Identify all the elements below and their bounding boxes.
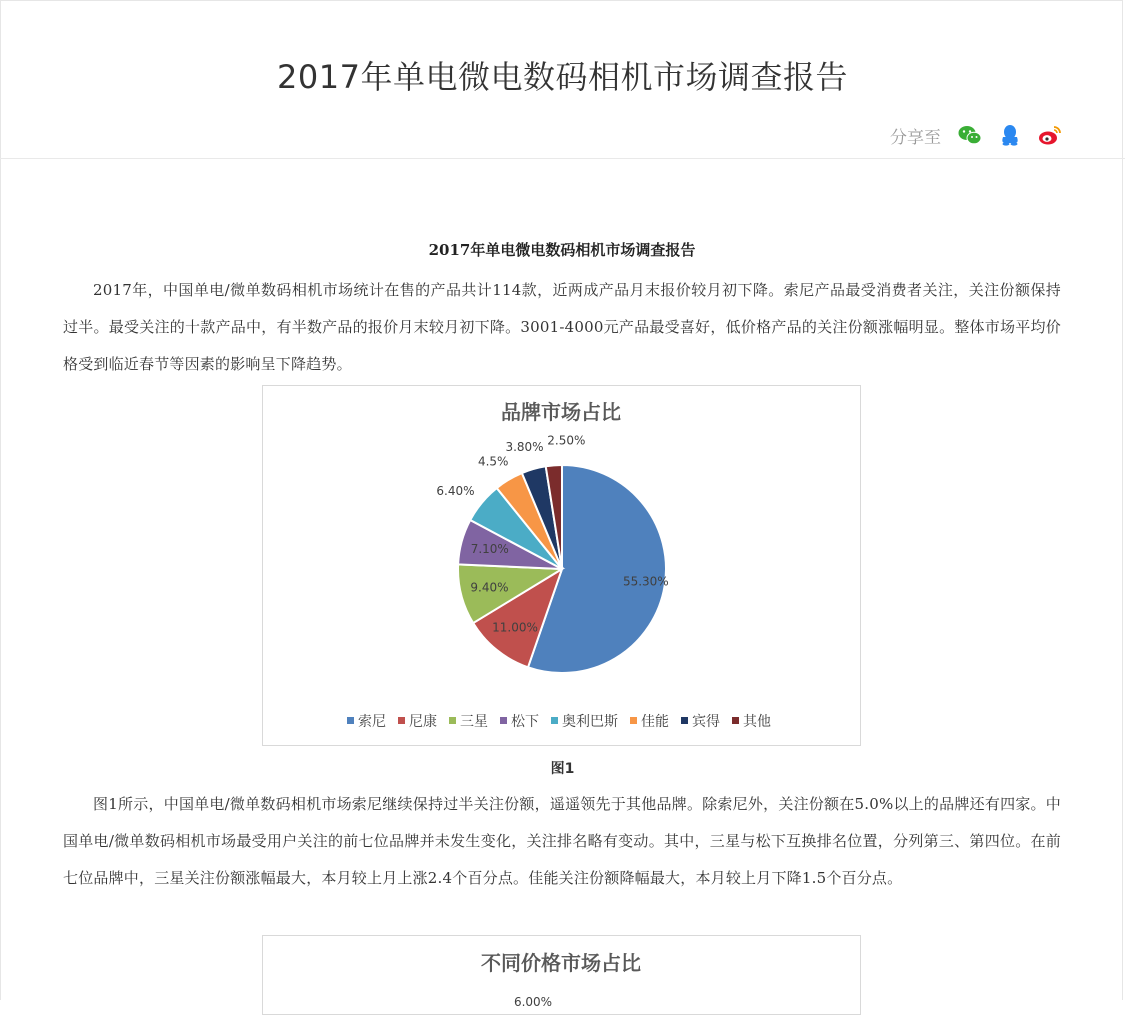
legend-swatch-panasonic xyxy=(500,717,507,724)
legend-swatch-nikon xyxy=(398,717,405,724)
brand-share-pie-chart xyxy=(263,386,860,745)
share-label: 分享至 xyxy=(890,127,941,148)
share-bar xyxy=(890,122,1063,148)
legend-label-panasonic: 松下 xyxy=(511,714,539,730)
legend-swatch-other xyxy=(732,717,739,724)
data-label-pentax: 3.80% xyxy=(505,439,544,454)
chart-title: 品牌市场占比 xyxy=(501,400,621,424)
wechat-icon[interactable] xyxy=(957,122,983,148)
article-paragraph-1: 2017年，中国单电/微单数码相机市场统计在售的产品共计114款，近两成产品月末报价较月初下降。索尼产品最受消费者关注，关注份额保持过半。最受关注的十款产品中，有半数产品的报价月末较月初下降。3001-4000元产品最受喜好，低价格产品的关注份额涨幅明显。整体市场平均价格受到临近春节等因素的影响呈下降趋势。 xyxy=(63,281,1061,373)
legend-swatch-pentax xyxy=(681,717,688,724)
legend-swatch-canon xyxy=(630,717,637,724)
data-label-olympus: 6.40% xyxy=(436,483,475,498)
article-paragraph-2: 图1所示，中国单电/微单数码相机市场索尼继续保持过半关注份额，遥遥领先于其他品牌。除索尼外，关注份额在5.0%以上的品牌还有四家。中国单电/微单数码相机市场最受用户关注的前七位品牌并未发生变化，关注排名略有变动。其中，三星与松下互换排名位置，分列第三、第四位。在前七位品牌中，三星关注份额涨幅最大，本月较上月上涨2.4个百分点。佳能关注份额降幅最大，本月较上月下降1.5个百分点。 xyxy=(63,795,1061,887)
data-label-partial: 6.00% xyxy=(513,995,553,1009)
figure-1-caption: 图1 xyxy=(550,761,575,777)
qq-icon[interactable] xyxy=(997,122,1023,148)
header-divider xyxy=(0,158,1125,159)
data-label-panasonic: 7.10% xyxy=(470,542,509,557)
legend-label-nikon: 尼康 xyxy=(409,714,437,730)
article-body xyxy=(63,240,1061,383)
legend-label-olympus: 奥利巴斯 xyxy=(562,714,618,730)
article-title: 2017年单电微电数码相机市场调查报告 xyxy=(428,241,696,259)
page-title: 2017年单电微电数码相机市场调查报告 xyxy=(277,58,848,96)
data-label-other: 2.50% xyxy=(547,433,586,448)
weibo-icon[interactable] xyxy=(1037,122,1063,148)
legend-label-other: 其他 xyxy=(743,714,771,730)
figure-1-chart xyxy=(262,385,861,746)
legend-swatch-sony xyxy=(347,717,354,724)
data-label-nikon: 11.00% xyxy=(492,620,538,635)
legend-swatch-samsung xyxy=(449,717,456,724)
legend-label-pentax: 宾得 xyxy=(692,714,720,730)
price-share-pie-chart xyxy=(263,936,860,1016)
data-label-samsung: 9.40% xyxy=(470,580,509,595)
legend-swatch-olympus xyxy=(551,717,558,724)
data-label-sony: 55.30% xyxy=(622,574,669,589)
legend-label-canon: 佳能 xyxy=(641,714,669,730)
legend-label-samsung: 三星 xyxy=(460,714,488,730)
legend-label-sony: 索尼 xyxy=(358,714,386,730)
article-paragraph-2-container xyxy=(63,786,1061,897)
figure-2-chart xyxy=(262,935,861,1015)
data-label-canon: 4.5% xyxy=(477,454,509,469)
chart-title: 不同价格市场占比 xyxy=(481,951,641,975)
